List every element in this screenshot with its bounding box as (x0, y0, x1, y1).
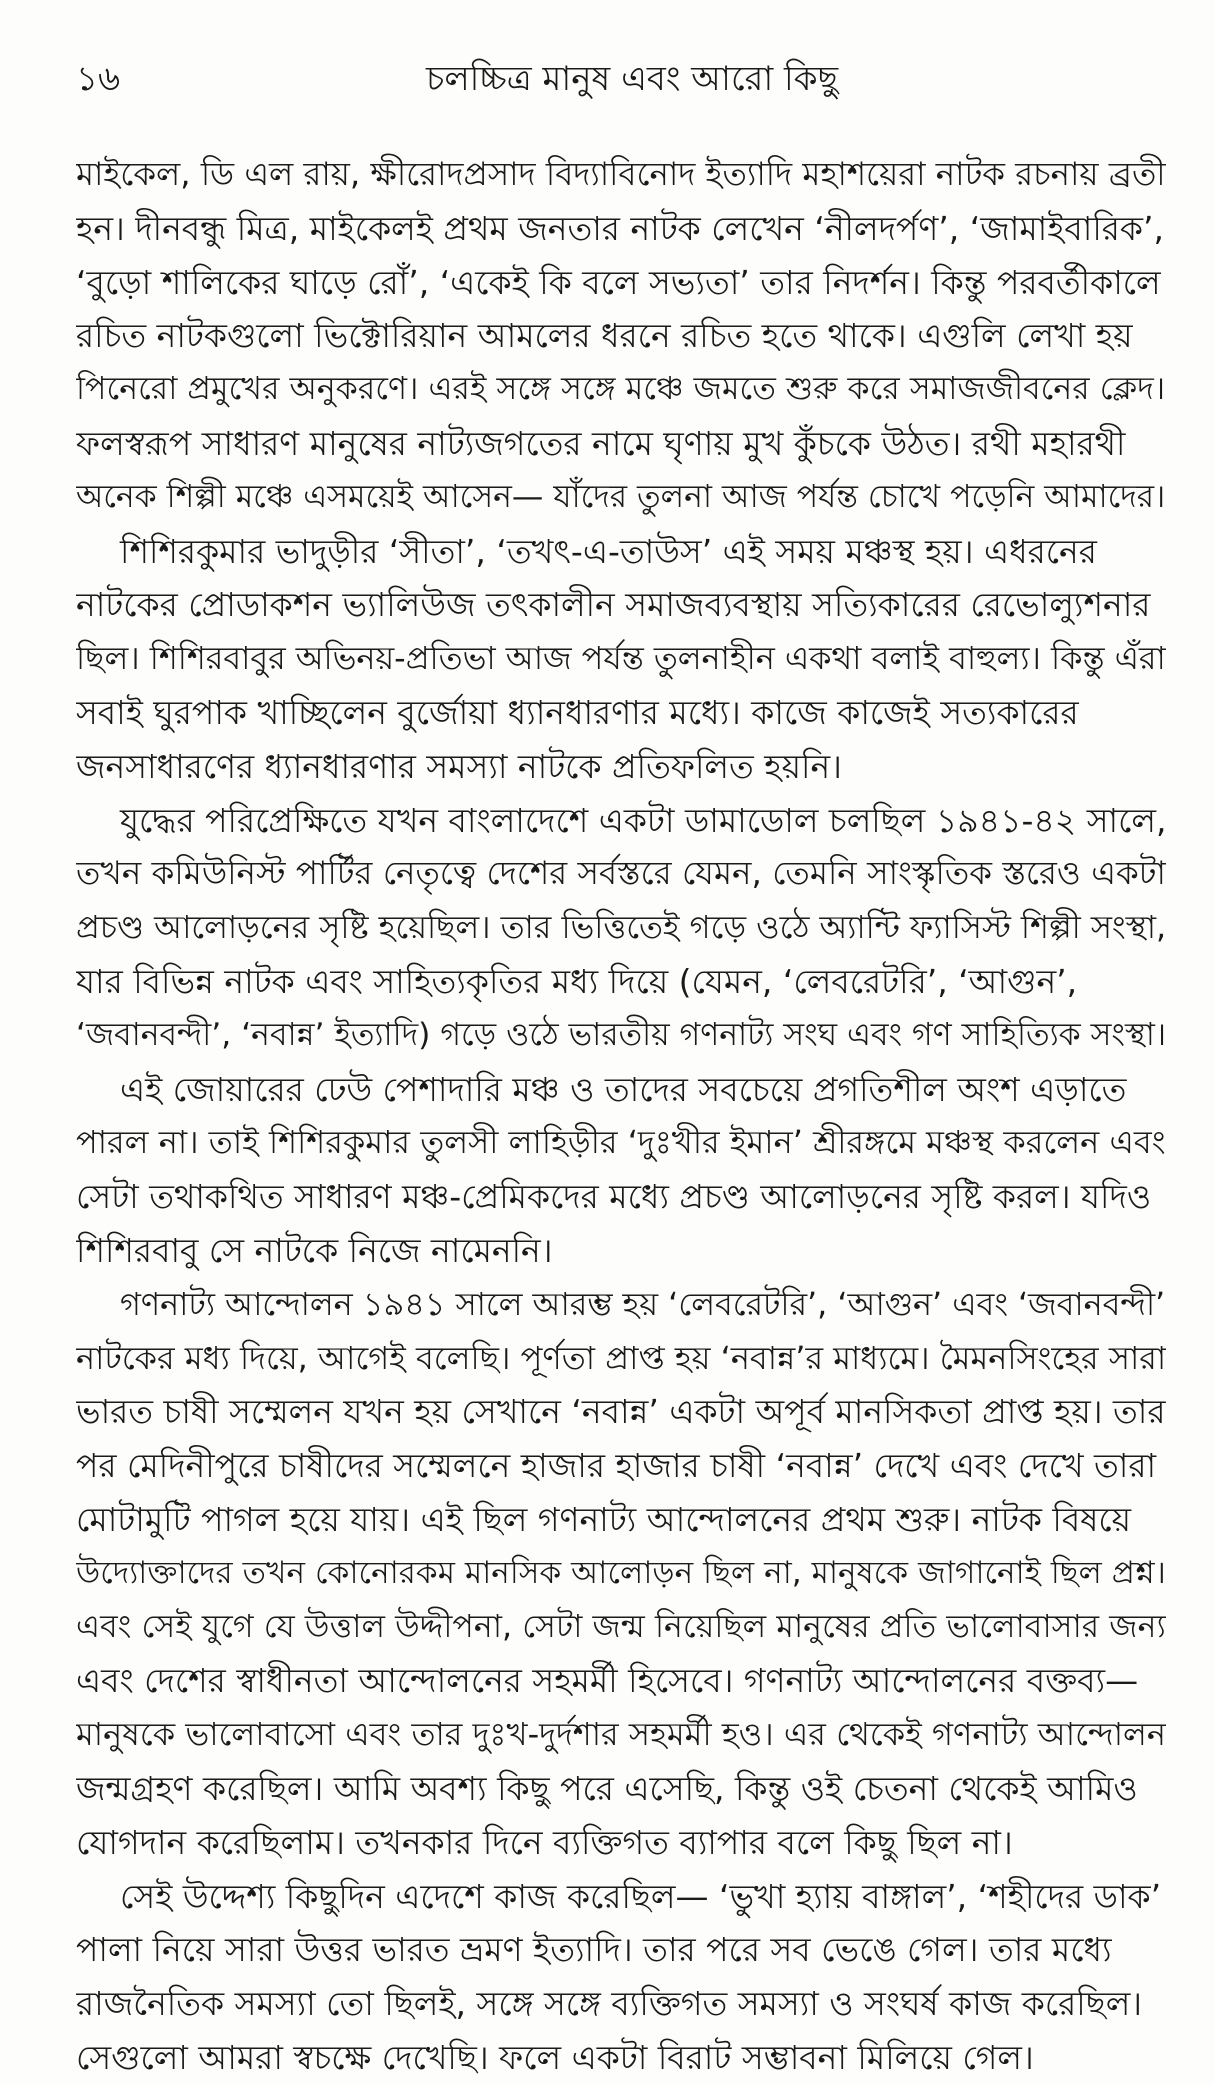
text-line: জন্মগ্রহণ করেছিল। আমি অবশ্য কিছু পরে এসেছি, কিন্তু ওই চেতনা থেকেই আমিও (76, 1768, 1138, 1808)
text-line: পারল না। তাই শিশিরকুমার তুলসী লাহিড়ীর ‘দুঃখীর ইমান’ শ্রীরঙ্গমে মঞ্চস্থ করলেন এবং (76, 1123, 1166, 1162)
page-header (76, 50, 1166, 110)
text-line: প্রচণ্ড আলোড়নের সৃষ্টি হয়েছিল। তার ভিত্তিতেই গড়ে ওঠে অ্যান্টি ফ্যাসিস্ট শিল্পী সংস্থা, (76, 908, 1166, 947)
paragraph (76, 794, 1166, 1063)
text-line: ছিল। শিশিরবাবুর অভিনয়-প্রতিভা আজ পর্যন্ত তুলনাহীন একথা বলাই বাহুল্য। কিন্তু এঁরা (76, 639, 1166, 678)
paragraph (76, 1870, 1166, 2085)
paragraph (76, 1063, 1166, 1278)
text-line: যুদ্ধের পরিপ্রেক্ষিতে যখন বাংলাদেশে একটা ডামাডোল চলছিল ১৯৪১-৪২ সালে, (120, 800, 1166, 840)
text-line: ‘জবানবন্দী’, ‘নবান্ন’ ইত্যাদি) গড়ে ওঠে ভারতীয় গণনাট্য সংঘ এবং গণ সাহিত্যিক সংস্থা। (76, 1016, 1166, 1053)
paragraph (76, 148, 1166, 525)
paragraph (76, 1278, 1166, 1870)
text-line: ‘বুড়ো শালিকের ঘাড়ে রোঁ’, ‘একেই কি বলে সভ্যতা’ তার নিদর্শন। কিন্তু পরবর্তীকালে (76, 262, 1161, 302)
text-line: যোগদান করেছিলাম। তখনকার দিনে ব্যক্তিগত ব্যাপার বলে কিছু ছিল না। (76, 1822, 1013, 1862)
text-line: হন। দীনবন্ধু মিত্র, মাইকেলই প্রথম জনতার নাটক লেখেন ‘নীলদর্পণ’, ‘জামাইবারিক’, (76, 208, 1164, 248)
text-line: এবং সেই যুগে যে উত্তাল উদ্দীপনা, সেটা জন্ম নিয়েছিল মানুষের প্রতি ভালোবাসার জন্য (76, 1608, 1166, 1645)
text-line: পালা নিয়ে সারা উত্তর ভারত ভ্রমণ ইত্যাদি। তার পরে সব ভেঙে গেল। তার মধ্যে (76, 1930, 1112, 1970)
text-line: এই জোয়ারের ঢেউ পেশাদারি মঞ্চ ও তাদের সবচেয়ে প্রগতিশীল অংশ এড়াতে (120, 1069, 1127, 1109)
paragraph (76, 525, 1166, 794)
text-line: সেগুলো আমরা স্বচক্ষে দেখেছি। ফলে একটা বিরাট সম্ভাবনা মিলিয়ে গেল। (76, 2037, 1034, 2077)
text-line: গণনাট্য আন্দোলন ১৯৪১ সালে আরম্ভ হয় ‘লেবরেটরি’, ‘আগুন’ এবং ‘জবানবন্দী’ (120, 1284, 1166, 1323)
text-line: মানুষকে ভালোবাসো এবং তার দুঃখ-দুর্দশার সহমর্মী হও। এর থেকেই গণনাট্য আন্দোলন (76, 1715, 1166, 1754)
text-line: নাটকের মধ্য দিয়ে, আগেই বলেছি। পূর্ণতা প্রাপ্ত হয় ‘নবান্ন’র মাধ্যমে। মৈমনসিংহের সারা (76, 1338, 1166, 1377)
text-line: যার বিভিন্ন নাটক এবং সাহিত্যকৃতির মধ্য দিয়ে (যেমন, ‘লেবরেটরি’, ‘আগুন’, (76, 961, 1078, 1001)
text-line: অনেক শিল্পী মঞ্চে এসময়েই আসেন— যাঁদের তুলনা আজ পর্যন্ত চোখে পড়েনি আমাদের। (76, 478, 1166, 515)
text-line: রচিত নাটকগুলো ভিক্টোরিয়ান আমলের ধরনে রচিত হতে থাকে। এগুলি লেখা হয় (76, 316, 1133, 356)
text-line: সবাই ঘুরপাক খাচ্ছিলেন বুর্জোয়া ধ্যানধারণার মধ্যে। কাজে কাজেই সত্যকারের (76, 692, 1079, 732)
text-line: শিশিরকুমার ভাদুড়ীর ‘সীতা’, ‘তখৎ-এ-তাউস’ এই সময় মঞ্চস্থ হয়। এধরনের (120, 531, 1097, 571)
text-line: পর মেদিনীপুরে চাষীদের সম্মেলনে হাজার হাজার চাষী ‘নবান্ন’ দেখে এবং দেখে তারা (76, 1446, 1157, 1486)
text-line: নাটকের প্রোডাকশন ভ্যালিউজ তৎকালীন সমাজব্যবস্থায় সত্যিকারের রেভোল্যুশনার (76, 585, 1151, 625)
text-line: তখন কমিউনিস্ট পার্টির নেতৃত্বে দেশের সর্বস্তরে যেমন, তেমনি সাংস্কৃতিক স্তরেও একটা (76, 854, 1166, 893)
text-line: মোটামুটি পাগল হয়ে যায়। এই ছিল গণনাট্য আন্দোলনের প্রথম শুরু। নাটক বিষয়ে (76, 1499, 1132, 1539)
text-line: শিশিরবাবু সে নাটকে নিজে নামেননি। (76, 1230, 553, 1270)
page-number: ১৬ (76, 59, 121, 99)
text-line: ফলস্বরূপ সাধারণ মানুষের নাট্যজগতের নামে ঘৃণায় মুখ কুঁচকে উঠত। রথী মহারথী (76, 423, 1126, 463)
text-line: উদ্যোক্তাদের তখন কোনোরকম মানসিক আলোড়ন ছিল না, মানুষকে জাগানোই ছিল প্রশ্ন। (76, 1554, 1166, 1591)
text-line: রাজনৈতিক সমস্যা তো ছিলই, সঙ্গে সঙ্গে ব্যক্তিগত সমস্যা ও সংঘর্ষ কাজ করেছিল। (76, 1984, 1143, 2024)
text-line: এবং দেশের স্বাধীনতা আন্দোলনের সহমর্মী হিসেবে। গণনাট্য আন্দোলনের বক্তব্য— (76, 1661, 1139, 1701)
text-line: ভারত চাষী সম্মেলন যখন হয় সেখানে ‘নবান্ন’ একটা অপূর্ব মানসিকতা প্রাপ্ত হয়। তার (76, 1392, 1166, 1432)
body-text (76, 148, 1166, 2085)
text-line: সেই উদ্দেশ্য কিছুদিন এদেশে কাজ করেছিল— ‘ভুখা হ্যায় বাঙ্গাল’, ‘শহীদের ডাক’ (120, 1876, 1162, 1916)
running-head: চলচ্চিত্র মানুষ এবং আরো কিছু (426, 59, 839, 99)
text-line: পিনেরো প্রমুখের অনুকরণে। এরই সঙ্গে সঙ্গে মঞ্চে জমতে শুরু করে সমাজজীবনের ক্লেদ। (76, 371, 1166, 408)
text-line: জনসাধারণের ধ্যানধারণার সমস্যা নাটকে প্রতিফলিত হয়নি। (76, 746, 842, 786)
text-line: সেটা তথাকথিত সাধারণ মঞ্চ-প্রেমিকদের মধ্যে প্রচণ্ড আলোড়নের সৃষ্টি করল। যদিও (76, 1177, 1152, 1217)
text-line: মাইকেল, ডি এল রায়, ক্ষীরোদপ্রসাদ বিদ্যাবিনোদ ইত্যাদি মহাশয়েরা নাটক রচনায় ব্রতী (76, 155, 1166, 193)
